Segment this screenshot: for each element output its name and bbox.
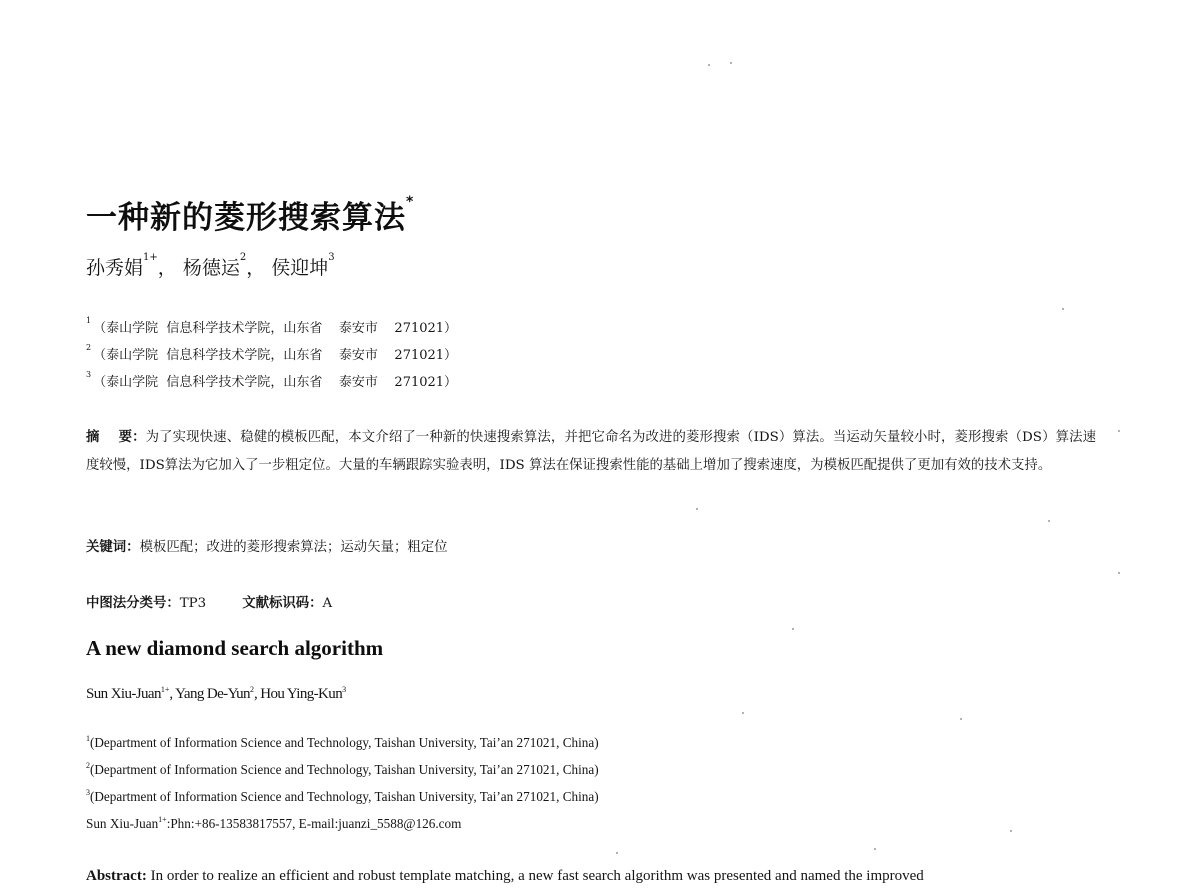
title-cn-text: 一种新的菱形搜索算法 <box>86 200 406 236</box>
doc-code-label: 文献标识码： <box>242 596 323 611</box>
author-cn-name: 孙秀娟 <box>86 257 144 279</box>
scan-speck <box>1010 830 1012 832</box>
scan-speck <box>730 62 732 64</box>
scan-speck <box>1048 520 1050 522</box>
scan-speck <box>1062 308 1064 310</box>
affiliation-number: 1 <box>86 734 90 743</box>
scan-speck <box>742 712 744 714</box>
abstract-cn-text: 为了实现快速、稳健的模板匹配，本文介绍了一种新的快速搜索算法，并把它命名为改进的菱形搜索（IDS）算法。当运动矢量较小时，菱形搜索（DS）算法速度较慢，IDS算法为它加入了一步粗定位。大量的车辆跟踪实验表明，IDS 算法在保证搜索性能的基础上增加了搜索速度，为模板匹配提供了更加有效的技术支持。 <box>86 430 1096 473</box>
affiliation-text: （泰山学院 信息科学技术学院，山东省 泰安市 271021） <box>93 348 458 363</box>
affiliation-text: （泰山学院 信息科学技术学院，山东省 泰安市 271021） <box>93 375 458 390</box>
affiliation-en <box>86 735 599 751</box>
contact-sup: 1+ <box>158 815 167 824</box>
scan-speck <box>792 628 794 630</box>
affiliation-number: 3 <box>86 370 92 379</box>
author-sep: ， <box>246 257 266 279</box>
author-en-sup: 2 <box>249 685 254 694</box>
clc-value: TP3 <box>179 596 207 611</box>
paper-title-cn <box>86 192 414 237</box>
contact-name: Sun Xiu-Juan <box>86 816 159 831</box>
abstract-en-text: In order to realize an efficient and robust template matching, a new fast search algorithm was presented and named the improved <box>150 868 924 884</box>
abstract-en-label: Abstract: <box>86 868 147 884</box>
author-en-name: Hou Ying-Kun <box>260 686 343 702</box>
author-sep: , <box>169 686 176 702</box>
title-footnote-mark: * <box>406 194 415 210</box>
doc-code-value: A <box>322 596 333 611</box>
affiliation-cn <box>86 317 457 336</box>
corresponding-author <box>86 816 461 832</box>
keywords-cn-text: 模板匹配；改进的菱形搜索算法；运动矢量；粗定位 <box>139 540 448 555</box>
author-cn-sup: 2 <box>239 252 247 263</box>
affiliation-text: (Department of Information Science and Technology, Taishan University, Tai’an 271021, China) <box>90 735 599 750</box>
author-sep: ， <box>157 257 177 279</box>
affiliation-number: 2 <box>86 343 92 352</box>
scan-speck <box>1118 572 1120 574</box>
keywords-cn-label: 关键词： <box>86 540 140 555</box>
authors-cn <box>86 253 335 280</box>
affiliation-text: (Department of Information Science and Technology, Taishan University, Tai’an 271021, China) <box>90 789 599 804</box>
author-cn-name: 杨德运 <box>182 257 240 279</box>
author-en-sup: 1+ <box>160 685 170 694</box>
abstract-cn <box>86 424 1096 480</box>
clc-label: 中图法分类号： <box>86 596 180 611</box>
affiliation-en <box>86 789 599 805</box>
affiliation-number: 1 <box>86 316 92 325</box>
classification-line <box>86 592 332 611</box>
authors-en <box>86 686 346 703</box>
author-cn-name: 侯迎坤 <box>271 257 329 279</box>
affiliation-en <box>86 762 599 778</box>
author-en-name: Yang De-Yun <box>175 686 250 702</box>
author-cn-sup: 1+ <box>143 252 158 263</box>
abstract-en <box>86 868 1116 885</box>
scan-speck <box>616 852 618 854</box>
affiliation-text: (Department of Information Science and Technology, Taishan University, Tai’an 271021, China) <box>90 762 599 777</box>
scan-speck <box>708 64 710 66</box>
affiliation-number: 2 <box>86 761 90 770</box>
scan-speck <box>1118 430 1120 432</box>
abstract-cn-label: 摘 要： <box>86 430 146 445</box>
scan-speck <box>960 718 962 720</box>
keywords-cn <box>86 536 448 555</box>
author-en-name: Sun Xiu-Juan <box>86 686 161 702</box>
affiliation-cn <box>86 344 457 363</box>
affiliation-number: 3 <box>86 788 90 797</box>
author-en-sup: 3 <box>342 685 347 694</box>
affiliation-text: （泰山学院 信息科学技术学院，山东省 泰安市 271021） <box>93 321 458 336</box>
scan-speck <box>874 848 876 850</box>
author-sep: , <box>253 686 261 702</box>
author-cn-sup: 3 <box>328 252 335 263</box>
contact-text: :Phn:+86-13583817557, E-mail:juanzi_5588@126.com <box>166 816 462 831</box>
affiliation-cn <box>86 371 457 390</box>
paper-title-en: A new diamond search algorithm <box>86 636 384 660</box>
scan-speck <box>696 508 698 510</box>
